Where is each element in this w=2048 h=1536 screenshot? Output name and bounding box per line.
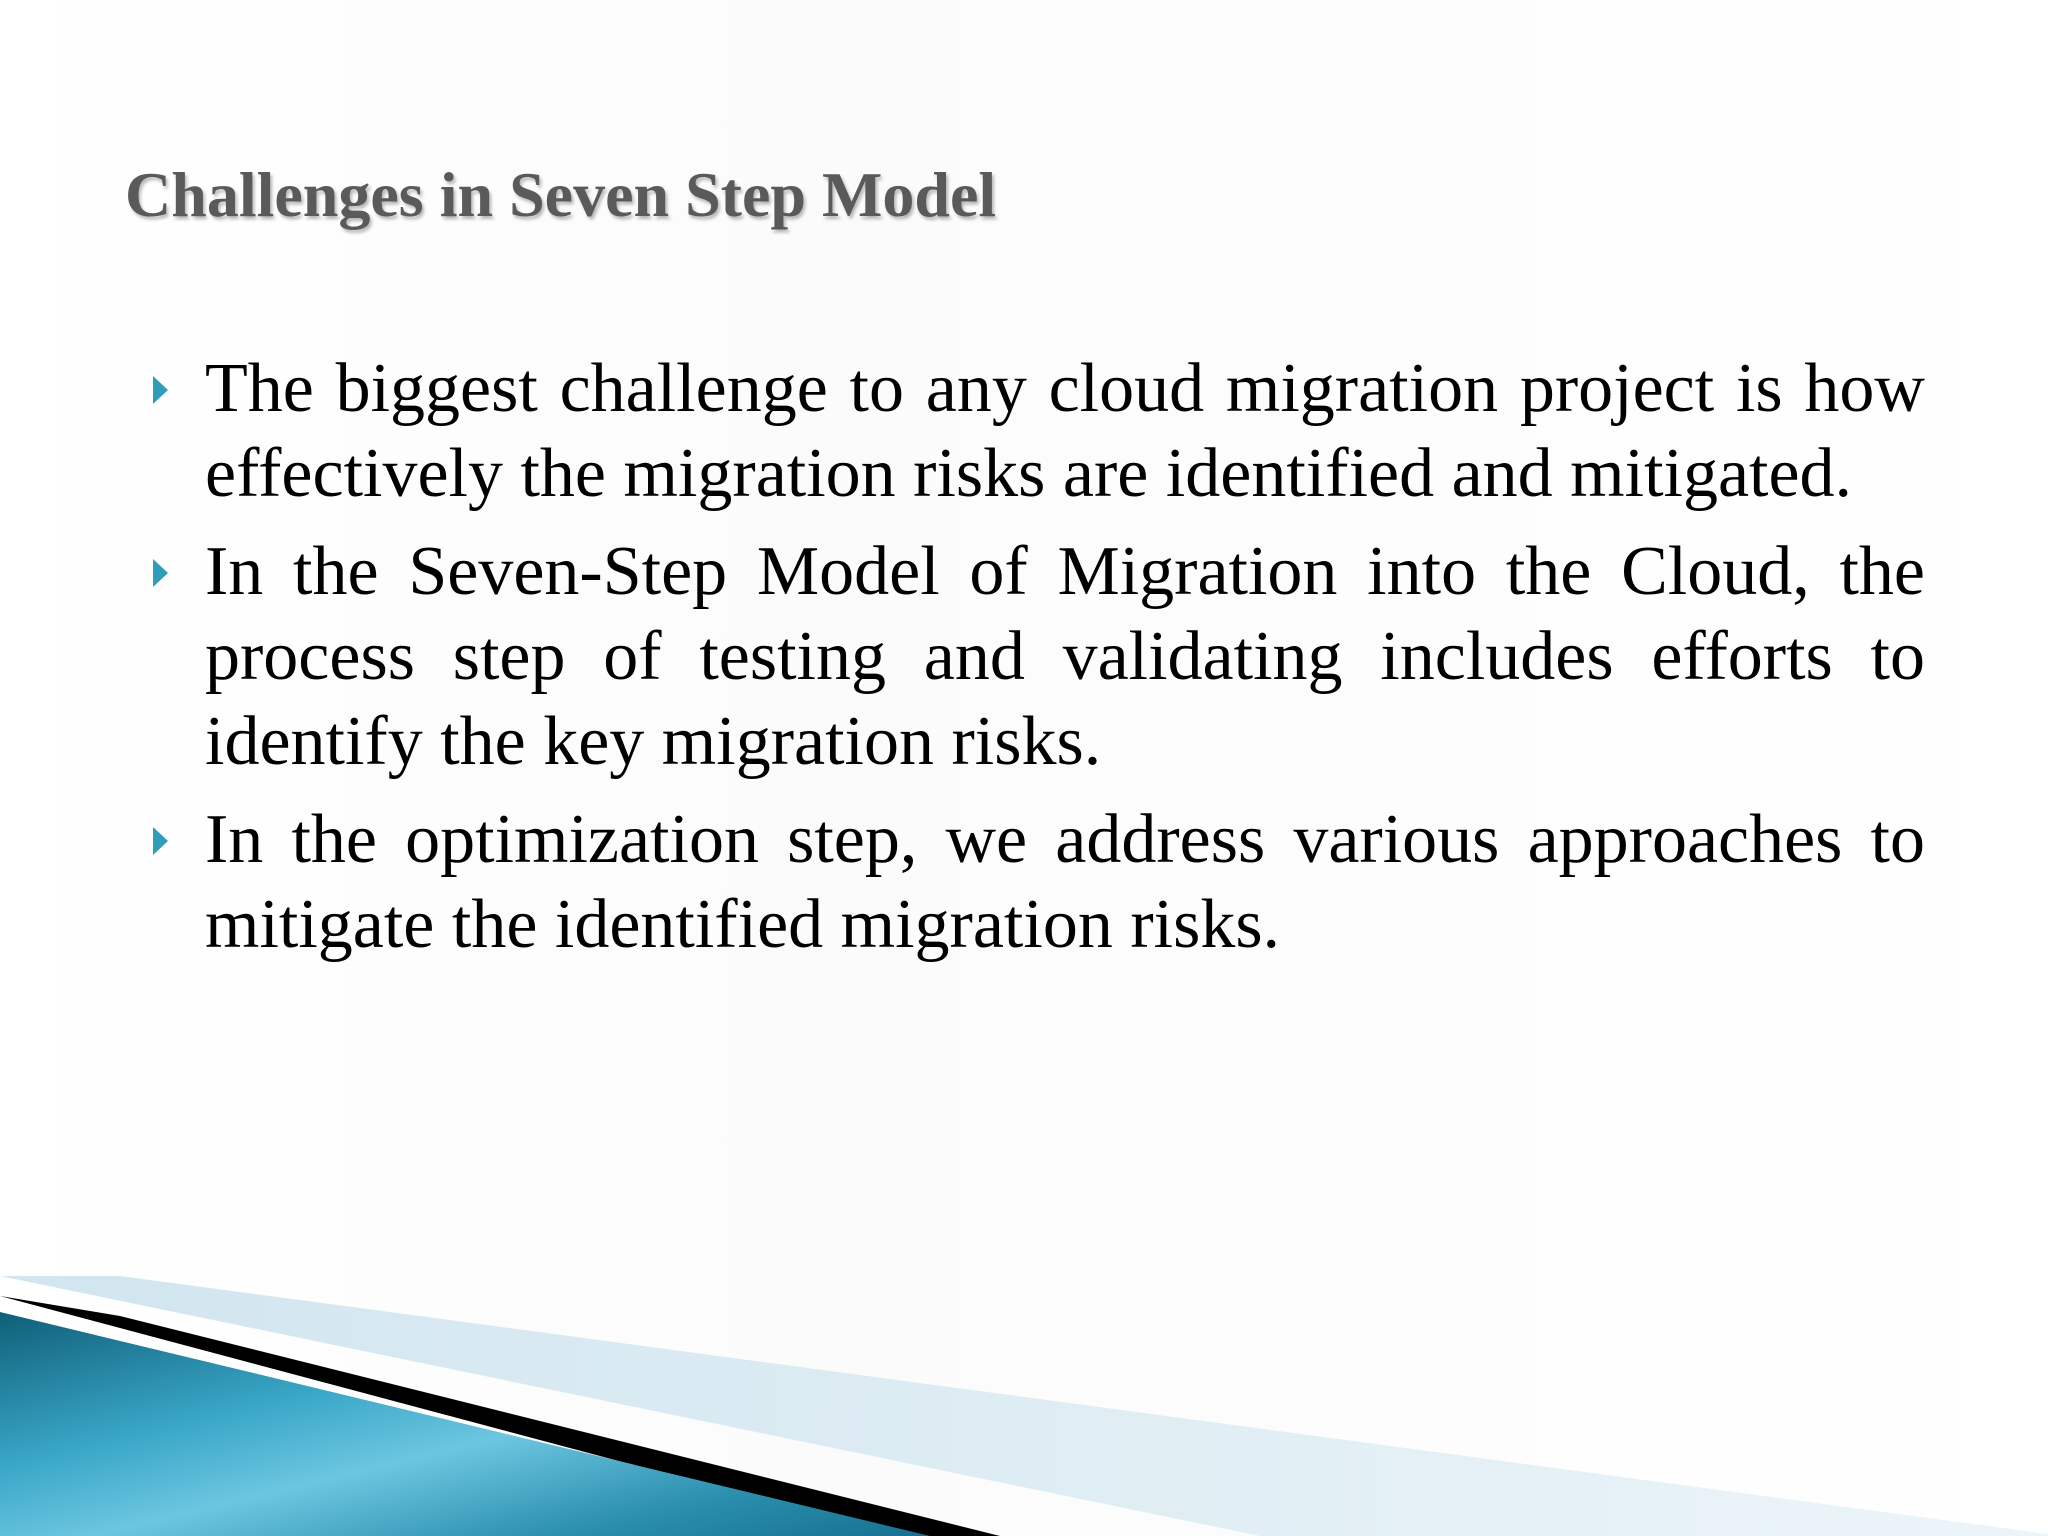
triangle-right-icon	[153, 827, 168, 855]
bullet-text: The biggest challenge to any cloud migration project is how effectively the migration risks are identified and mitigated.	[205, 350, 1925, 512]
bullet-list	[145, 346, 1925, 980]
bottom-swoosh-decoration	[0, 1276, 2048, 1536]
slide-title: Challenges in Seven Step Model	[125, 159, 997, 230]
triangle-right-icon	[153, 376, 168, 404]
bullet-item	[145, 346, 1925, 516]
bullet-item	[145, 529, 1925, 784]
bullet-text: In the optimization step, we address various approaches to mitigate the identified migration risks.	[205, 801, 1925, 963]
bullet-text: In the Seven-Step Model of Migration into the Cloud, the process step of testing and validating includes efforts to identify the key migration risks.	[205, 533, 1925, 780]
triangle-right-icon	[153, 559, 168, 587]
bullet-item	[145, 797, 1925, 967]
